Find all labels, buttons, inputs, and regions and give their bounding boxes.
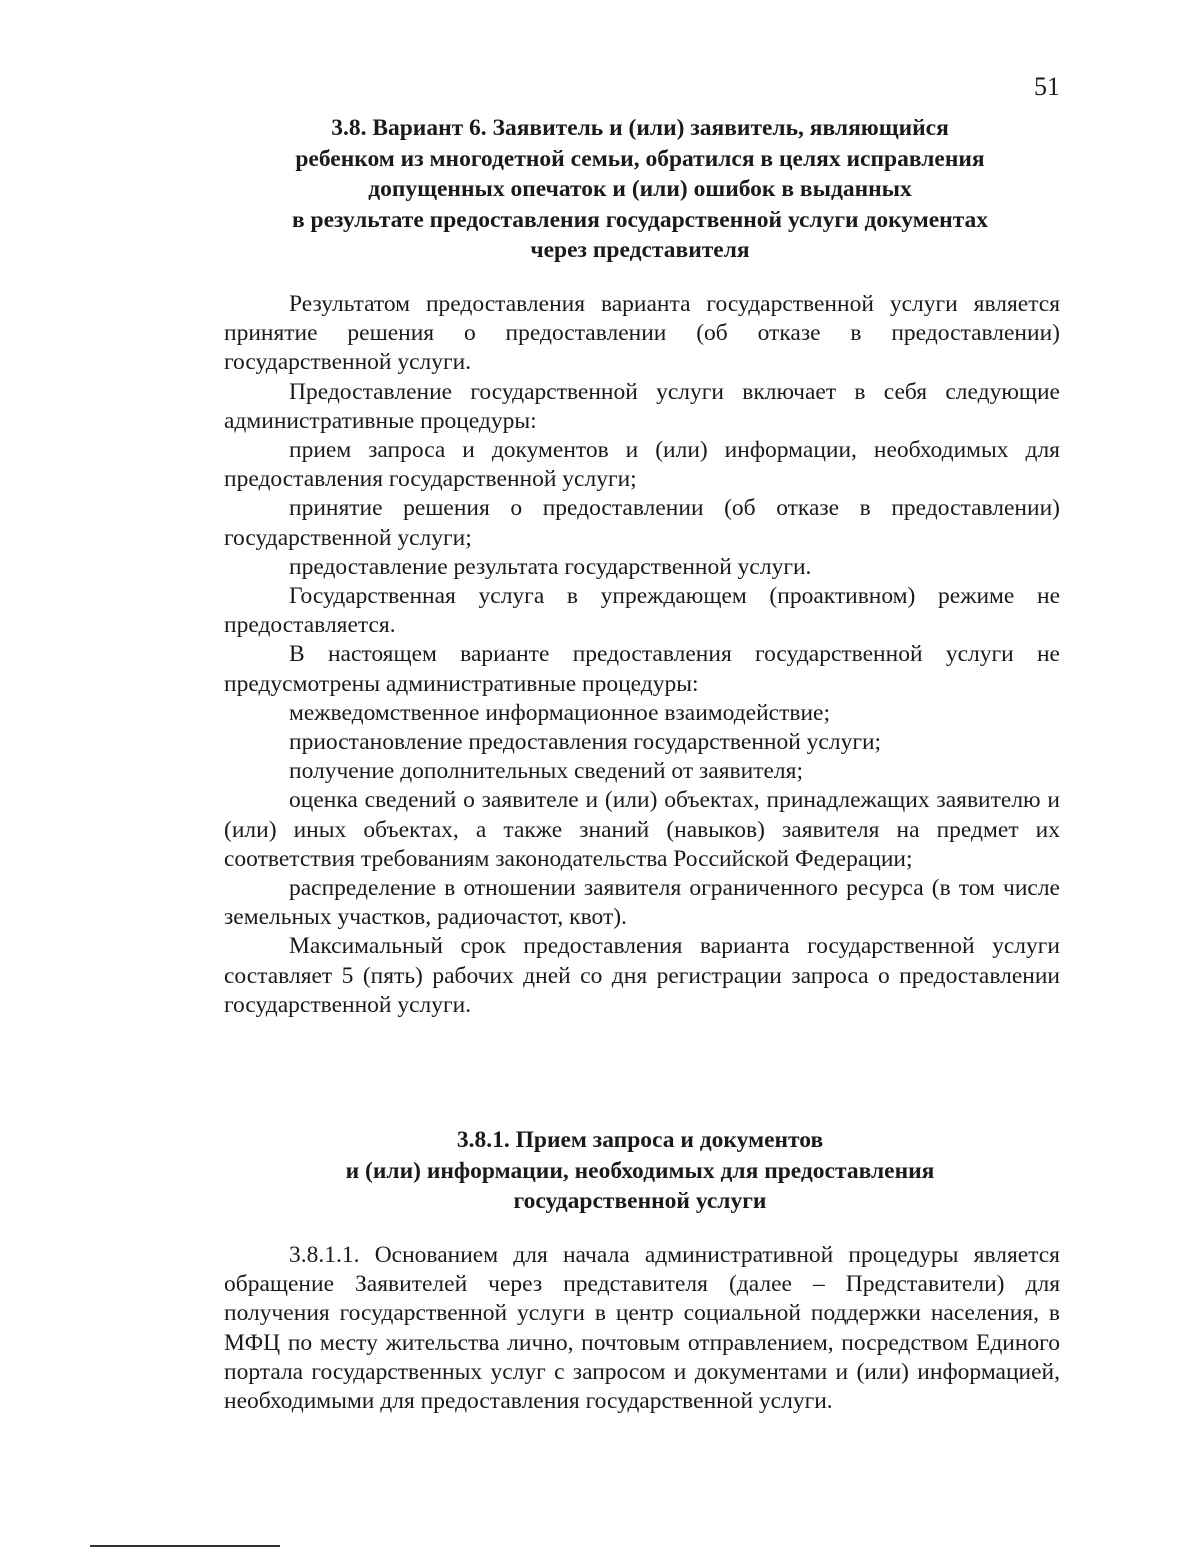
list-item-excluded: межведомственное информационное взаимодействие;: [289, 699, 831, 726]
paragraph-proactive-mode: Государственная услуга в упреждающем (проактивном) режиме не предоставляется.: [224, 583, 1060, 639]
list-item-procedure: предоставление результата государственной услуги.: [289, 553, 812, 580]
paragraph-max-term: Максимальный срок предоставления варианта государственной услуги составляет 5 (пять) рабочих дней со дня регистрации запроса о предоставлении государственной услуги.: [224, 933, 1060, 1018]
section-body: [224, 290, 1060, 1020]
page-number: 51: [1034, 72, 1060, 101]
section-heading: [210, 113, 1070, 266]
paragraph-excluded-intro: В настоящем варианте предоставления государственной услуги не предусмотрены административные процедуры:: [224, 641, 1060, 697]
list-item-excluded: распределение в отношении заявителя ограниченного ресурса (в том числе земельных участков, радиочастот, квот).: [224, 875, 1060, 931]
paragraph-result: Результатом предоставления варианта государственной услуги является принятие решения о предоставлении (об отказе в предоставлении) государственной услуги.: [224, 291, 1060, 376]
footnote-rule: [90, 1545, 280, 1547]
paragraph-procedures-intro: Предоставление государственной услуги включает в себя следующие административные процедуры:: [224, 378, 1060, 434]
subsection-body: [224, 1241, 1060, 1416]
section-heading-line: допущенных опечаток и (или) ошибок в выданных: [368, 176, 912, 202]
list-item-excluded: приостановление предоставления государственной услуги;: [289, 729, 882, 756]
section-heading-line: в результате предоставления государственной услуги документах: [291, 206, 989, 233]
list-item-procedure: принятие решения о предоставлении (об отказе в предоставлении) государственной услуги;: [224, 495, 1060, 551]
subsection-heading-line: государственной услуги: [513, 1188, 767, 1214]
list-item-excluded: оценка сведений о заявителе и (или) объектах, принадлежащих заявителю и (или) иных объектах, а также знаний (навыков) заявителя на предмет их соответствия требованиям законодательства Российской Федерации;: [224, 787, 1060, 872]
subsection-heading-line: и (или) информации, необходимых для предоставления: [345, 1157, 935, 1184]
list-item-procedure: прием запроса и документов и (или) информации, необходимых для предоставления государственной услуги;: [224, 437, 1060, 493]
subsection-heading-line: 3.8.1. Прием запроса и документов: [456, 1127, 824, 1153]
paragraph-3-8-1-1: 3.8.1.1. Основанием для начала административной процедуры является обращение Заявителей через представителя (далее – Представители) для получения государственной услуги в центр социальной поддержки населения, в МФЦ по месту жительства лично, почтовым отправлением, посредством Единого портала государственных услуг с запросом и документами и (или) информацией, необходимыми для предоставления государственной услуги.: [224, 1242, 1060, 1415]
list-item-excluded: получение дополнительных сведений от заявителя;: [289, 758, 803, 785]
section-heading-line: через представителя: [530, 237, 750, 263]
subsection-heading: [210, 1125, 1070, 1217]
section-heading-line: 3.8. Вариант 6. Заявитель и (или) заявитель, являющийся: [331, 115, 949, 141]
section-heading-line: ребенком из многодетной семьи, обратился в целях исправления: [295, 145, 985, 172]
